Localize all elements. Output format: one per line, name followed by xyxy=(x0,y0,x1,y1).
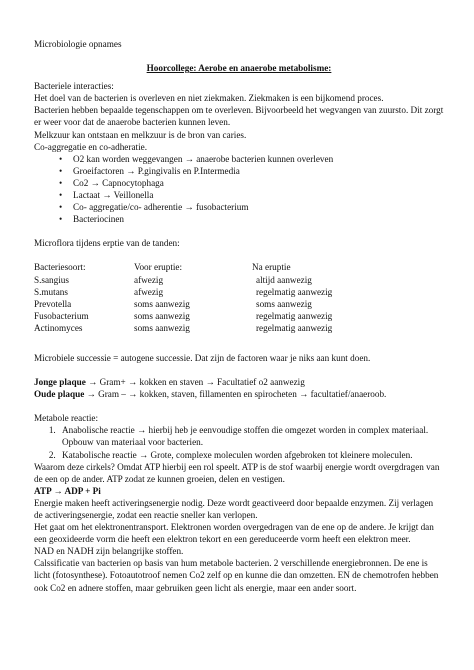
document-header: Microbiologie opnames xyxy=(34,39,122,49)
interaction-list xyxy=(34,153,444,226)
plaque-line xyxy=(34,376,444,388)
table-header: Na eruptie xyxy=(252,262,291,273)
table-cell: soms aanwezig xyxy=(134,322,190,333)
list-item: • O2 kan worden weggevangen → anaerobe bacterien kunnen overleven xyxy=(59,153,444,165)
list-item: • Co2 → Capnocytophaga xyxy=(59,177,444,189)
table-cell: S.mutans xyxy=(34,286,68,297)
list-item: 1. Anabolische reactie → hierbij heb je eenvoudige stoffen die omgezet worden in complex materiaal. Opbouw van materiaal voor bacterien. xyxy=(58,424,444,448)
microflora-heading: Microflora tijdens erptie van de tanden: xyxy=(34,238,180,249)
table-cell: regelmatig aanwezig xyxy=(256,286,333,297)
list-item: • Bacteriocinen xyxy=(59,213,444,225)
table-cell: Fusobacterium xyxy=(34,310,89,321)
intro-line: Het doel van de bacterien is overleven en niet ziekmaken. Ziekmaken is een bijkomend proces. xyxy=(34,93,384,104)
plaque-text: → Gram+ → kokken en staven → Facultatief o2 aanwezig xyxy=(85,377,305,388)
table-cell: Prevotella xyxy=(34,298,72,309)
plaque-label: Jonge plaque xyxy=(34,377,86,388)
metabolism-heading: Metabole reactie: xyxy=(34,413,99,424)
plaque-text: → Gram – → kokken, staven, fillamenten en spirocheten → facultatief/anaeroob. xyxy=(84,389,387,400)
energy-text: Energie maken heeft activeringsenergie nodig. Deze wordt geactiveerd door bepaalde enzymen. Zij verlagen de activeringsenergie, zodat een reactie sneller kan verlopen. xyxy=(34,497,434,520)
lecture-title: Hoorcollege: Aerobe en anaerobe metabolisme: xyxy=(146,63,332,74)
energy-text: Het gaat om het elektronentransport. Elektronen worden overgedragen van de ene op de andere. Je krijgt dan een geoxideerde vorm die heeft een elektron tekort en een gereduceerde vorm heeft een elektron meer. xyxy=(34,522,434,545)
intro-line: Bacteriele interacties: xyxy=(34,81,114,92)
table-cell: afwezig xyxy=(134,286,164,297)
plaque-line xyxy=(34,388,444,400)
intro-line: Melkzuur kan ontstaan en melkzuur is de bron van caries. xyxy=(34,129,247,140)
table-row xyxy=(34,322,402,334)
energy-text: Calssificatie van bacterien op basis van hum metabole bacterien. 2 verschillende energiebronnen. De ene is licht (fotosynthese). Fotoautotroof nemen Co2 zelf op en kunne die dan omzetten. EN de chemotrofen hebben ook Co2 en adnere stoffen, maar gebruiken geen licht als energie, maar een ander soort. xyxy=(34,558,439,593)
document-page xyxy=(34,38,444,594)
list-item: • Co- aggregatie/co- adherentie → fusobacterium xyxy=(59,201,444,213)
table-cell: soms aanwezig xyxy=(134,298,190,309)
table-row xyxy=(34,274,402,286)
succession-text: Microbiele successie = autogene successie. Dat zijn de factoren waar je niks aan kunt doen. xyxy=(34,352,371,363)
table-row xyxy=(34,286,402,298)
metabolism-list xyxy=(34,424,444,460)
table-cell: Actinomyces xyxy=(34,322,83,333)
table-cell: regelmatig aanwezig xyxy=(256,322,333,333)
energy-text: NAD en NADH zijn belangrijke stoffen. xyxy=(34,546,184,557)
table-cell: regelmatig aanwezig xyxy=(256,310,333,321)
cycles-text: Waarom deze cirkels? Omdat ATP hierbij een rol speelt. ATP is de stof waarbij energie wordt overgdragen van de een op de ander. ATP zodat ze kunnen groeien, delen en vestigen. xyxy=(34,461,440,484)
table-cell: afwezig xyxy=(134,274,164,285)
table-cell: altijd aanwezig xyxy=(256,274,312,285)
bacteria-table xyxy=(34,261,402,334)
table-cell: soms aanwezig xyxy=(134,310,190,321)
table-cell: soms aanwezig xyxy=(256,298,312,309)
table-row xyxy=(34,298,402,310)
list-item: 2. Katabolische reactie → Grote, complexe moleculen worden afgebroken tot kleinere moleculen. xyxy=(58,449,444,461)
list-item: • Groeifactoren → P.gingivalis en P.Intermedia xyxy=(59,165,444,177)
intro-line: Bacterien hebben bepaalde tegenschappen om te overleven. Bijvoorbeeld het wegvangen van zuursto. Dit zorgt er weer voor dat de anaerobe bacterien kunnen leven. xyxy=(34,105,444,128)
table-header: Bacteriesoort: xyxy=(34,262,86,273)
table-header: Voor eruptie: xyxy=(134,262,183,273)
table-cell: S.sangius xyxy=(34,274,69,285)
table-header-row xyxy=(34,261,402,273)
plaque-label: Oude plaque xyxy=(34,389,85,400)
atp-equation: ATP → ADP + Pi xyxy=(34,485,101,496)
table-row xyxy=(34,310,402,322)
intro-line: Co-aggregatie en co-adheratie. xyxy=(34,141,147,152)
list-item: • Lactaat → Veillonella xyxy=(59,189,444,201)
